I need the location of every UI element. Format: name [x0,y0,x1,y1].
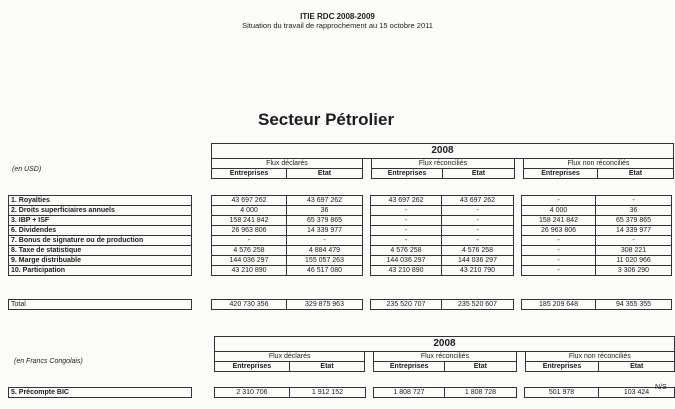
cell-value: 36 [287,206,363,216]
total-value: 420 730 356 [212,300,287,310]
table1-total [8,299,672,310]
cell-value: 4 000 [212,206,287,216]
cell-value: 4 884 479 [287,246,363,256]
table-row [9,256,672,266]
cell-value: 308 221 [596,246,672,256]
cell-value: - [522,196,596,206]
cell-value: 14 339 977 [287,226,363,236]
row-label: 2. Droits superficiaires annuels [9,206,192,216]
row-label: 1. Royalties [9,196,192,206]
cell-value: 144 036 297 [371,256,442,266]
table1-header [211,143,674,179]
cell-value: - [442,236,514,246]
cell-value: 4 576 258 [212,246,287,256]
table-row [9,196,672,206]
cell-value: 4 576 258 [442,246,514,256]
subcol-entreprises: Entreprises [372,169,443,179]
subcol-etat: Etat [598,169,674,179]
row-label: 10. Participation [9,266,192,276]
year-header: 2008 [215,337,675,352]
subcol-entreprises: Entreprises [212,169,287,179]
cell-value: 144 036 297 [442,256,514,266]
cell-value: - [287,236,363,246]
cell-value: - [522,256,596,266]
table-row [9,216,672,226]
cell-value: 1 912 152 [290,388,366,398]
cell-value: - [371,216,442,226]
cell-value: 103 424 [599,388,675,398]
total-value: 185 209 648 [522,300,596,310]
total-value: 235 520 707 [371,300,442,310]
cell-value: 26 963 806 [522,226,596,236]
cell-value: 2 310 706 [215,388,290,398]
subcol-etat: Etat [287,169,363,179]
total-value: 94 355 355 [596,300,672,310]
cell-value: 65 379 865 [596,216,672,226]
document-subtitle: Situation du travail de rapprochement au 15 octobre 2011 [242,21,433,30]
table-row [9,226,672,236]
cell-value: 11 020 966 [596,256,672,266]
group-header-unreconciled: Flux non réconciliés [524,159,674,169]
total-row [9,300,672,310]
table-row [9,206,672,216]
table-row [9,266,672,276]
cell-value: 155 057 263 [287,256,363,266]
table2-body [8,387,675,398]
cell-value: 4 000 [522,206,596,216]
cell-value: - [371,206,442,216]
cell-value: 1 808 727 [374,388,445,398]
table2-header [214,336,675,372]
cell-value: - [371,236,442,246]
table-row [9,236,672,246]
row-label: 3. IBP + ISF [9,216,192,226]
group-header-reconciled: Flux réconciliés [374,352,516,362]
cell-value: 43 697 262 [442,196,514,206]
group-header-declared: Flux déclarés [212,159,363,169]
cell-value: - [442,206,514,216]
subcol-etat: Etat [289,362,365,372]
table-row [9,246,672,256]
group-header-declared: Flux déclarés [215,352,365,362]
table-row [9,388,675,398]
subcol-etat: Etat [599,362,675,372]
row-label: 5. Précompte BIC [9,388,192,398]
cell-value: 144 036 297 [212,256,287,266]
cell-value: - [522,236,596,246]
cell-value: 43 697 262 [287,196,363,206]
cell-value: - [371,226,442,236]
cell-value: 158 241 842 [212,216,287,226]
table1-body [8,195,672,276]
cell-value: - [596,196,672,206]
subcol-entreprises: Entreprises [524,169,598,179]
cell-value: - [442,226,514,236]
subcol-entreprises: Entreprises [215,362,290,372]
cell-value: 36 [596,206,672,216]
cell-value: 1 808 728 [445,388,517,398]
cell-value: 3 306 290 [596,266,672,276]
group-header-reconciled: Flux réconciliés [372,159,515,169]
cell-value: 43 210 890 [212,266,287,276]
cell-value: 4 576 258 [371,246,442,256]
cell-value: 43 210 790 [442,266,514,276]
row-label: 8. Taxe de statistique [9,246,192,256]
subcol-entreprises: Entreprises [374,362,445,372]
cell-value: - [522,246,596,256]
unit-label-usd: (en USD) [12,166,42,173]
total-value: 235 520 607 [442,300,514,310]
cell-value: 65 379 865 [287,216,363,226]
subcol-etat: Etat [443,169,515,179]
cell-value: - [596,236,672,246]
cell-value: - [212,236,287,246]
subcol-entreprises: Entreprises [525,362,599,372]
total-value: 329 875 963 [287,300,363,310]
document-title: ITIE RDC 2008-2009 [300,12,375,21]
cell-value: - [522,266,596,276]
unit-label-cdf: (en Francs Congolais) [14,358,83,365]
group-header-unreconciled: Flux non réconciliés [525,352,674,362]
row-label: 7. Bonus de signature ou de production [9,236,192,246]
cell-value: 501 978 [525,388,599,398]
cell-value: 43 210 890 [371,266,442,276]
subcol-etat: Etat [445,362,517,372]
cell-value: 43 697 262 [212,196,287,206]
year-header: 2008 [212,144,674,159]
cell-value: 14 339 977 [596,226,672,236]
cell-value: 46 517 080 [287,266,363,276]
total-label: Total [9,300,192,310]
note-ns: N/S [655,384,667,391]
row-label: 6. Dividendes [9,226,192,236]
cell-value: 158 241 842 [522,216,596,226]
cell-value: - [442,216,514,226]
row-label: 9. Marge distribuable [9,256,192,266]
cell-value: 43 697 262 [371,196,442,206]
section-title: Secteur Pétrolier [258,110,395,129]
cell-value: 26 963 806 [212,226,287,236]
